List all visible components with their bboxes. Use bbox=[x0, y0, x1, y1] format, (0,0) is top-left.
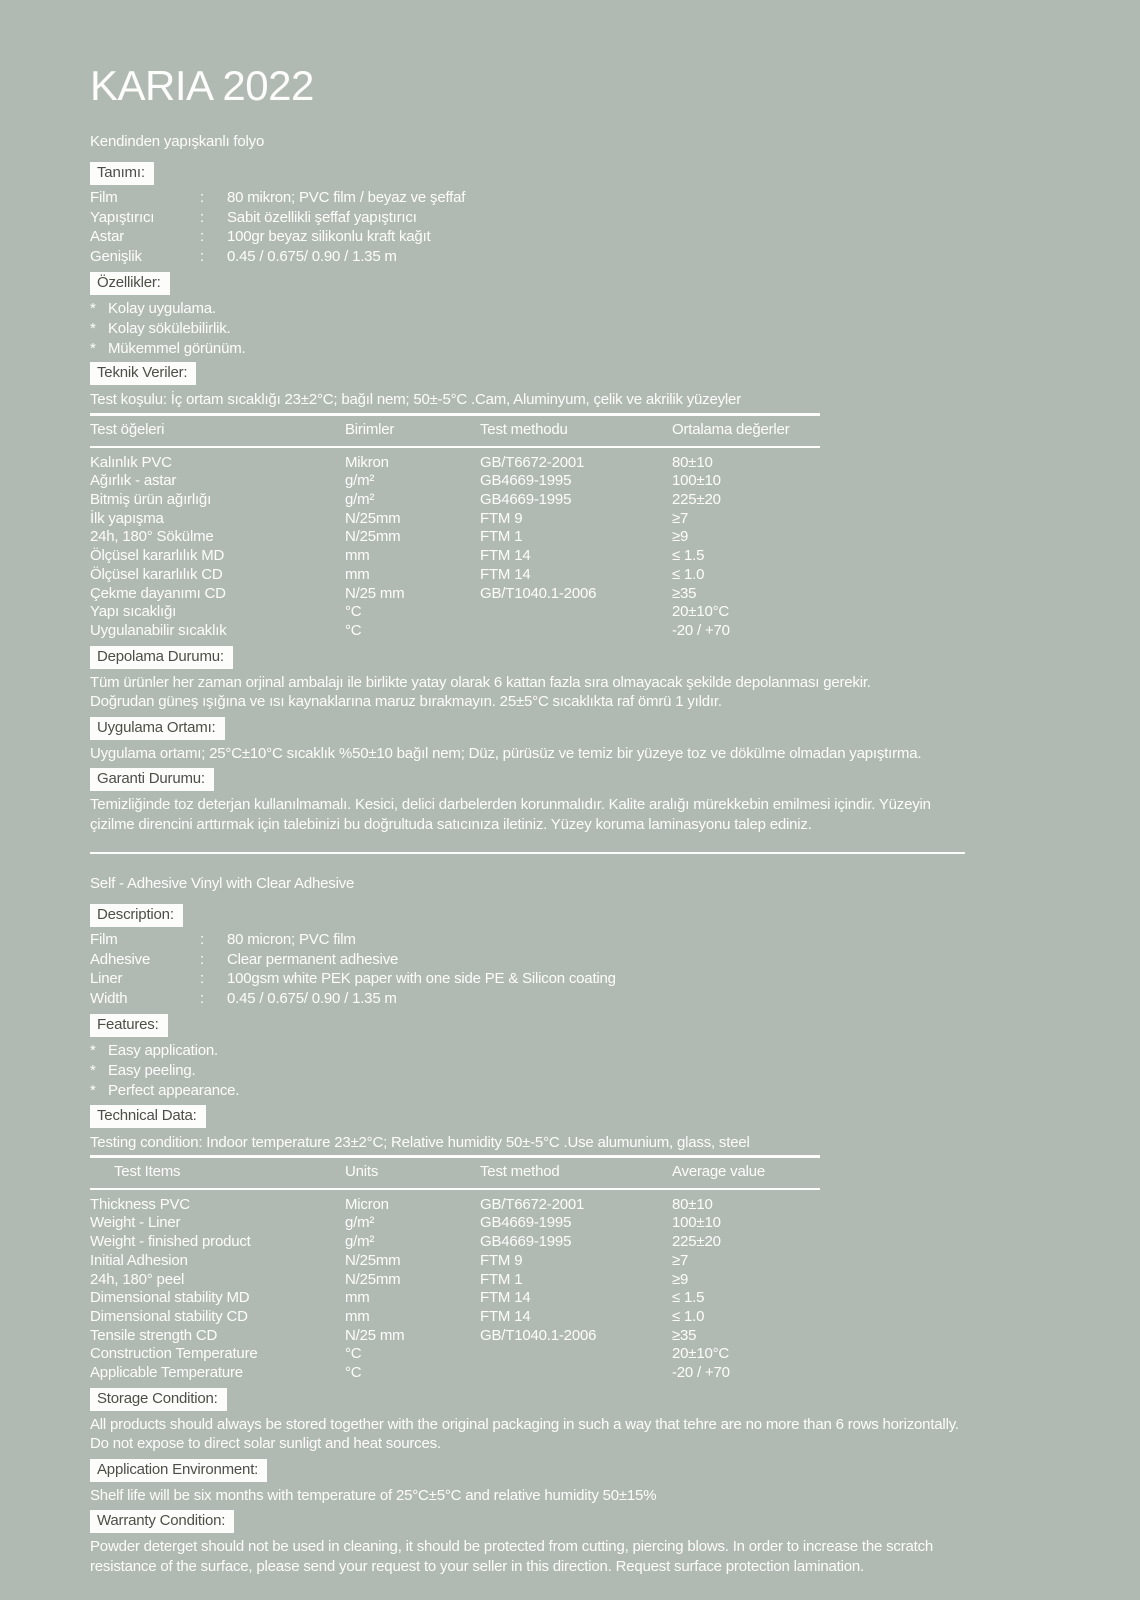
cell-test-item: İlk yapışma bbox=[90, 509, 164, 527]
storage-paragraph-tr bbox=[90, 673, 1040, 712]
cell-unit: °C bbox=[345, 1345, 362, 1363]
table-row bbox=[90, 1308, 820, 1327]
definition-value: Sabit özellikli şeffaf yapıştırıcı bbox=[227, 208, 417, 226]
feature-list-tr bbox=[90, 299, 1050, 358]
cell-test-item: 24h, 180° peel bbox=[90, 1270, 185, 1288]
cell-method: FTM 9 bbox=[480, 1251, 523, 1269]
section-row-ozellikler bbox=[90, 272, 1050, 295]
table-row bbox=[90, 1233, 820, 1252]
cell-value: -20 / +70 bbox=[672, 621, 730, 639]
cell-value: ≥7 bbox=[672, 1251, 689, 1269]
cell-unit: °C bbox=[345, 603, 362, 621]
cell-value: ≤ 1.5 bbox=[672, 1289, 705, 1307]
cell-test-item: Kalınlık PVC bbox=[90, 453, 172, 471]
cell-value: 80±10 bbox=[672, 1195, 713, 1213]
cell-test-item: 24h, 180° Sökülme bbox=[90, 528, 214, 546]
definition-colon: : bbox=[200, 950, 204, 968]
cell-method: GB/T6672-2001 bbox=[480, 1195, 585, 1213]
feature-text: Mükemmel görünüm. bbox=[108, 339, 246, 357]
cell-value: ≥7 bbox=[672, 509, 689, 527]
table-header-row bbox=[90, 416, 820, 448]
definition-list-tr bbox=[90, 188, 1050, 266]
table-row bbox=[90, 1289, 820, 1308]
definition-value: 100gsm white PEK paper with one side PE & Silicon coating bbox=[227, 970, 616, 988]
table-header-cell: Ortalama değerler bbox=[672, 420, 790, 438]
cell-method: FTM 14 bbox=[480, 565, 531, 583]
section-row-depolama bbox=[90, 646, 1050, 669]
cell-unit: °C bbox=[345, 621, 362, 639]
cell-method: FTM 14 bbox=[480, 547, 531, 565]
cell-value: -20 / +70 bbox=[672, 1364, 730, 1382]
cell-test-item: Yapı sıcaklığı bbox=[90, 603, 177, 621]
technical-table-en bbox=[90, 1155, 820, 1383]
definition-label: Yapıştırıcı bbox=[90, 208, 155, 226]
cell-test-item: Construction Temperature bbox=[90, 1345, 258, 1363]
cell-unit: g/m² bbox=[345, 1214, 375, 1232]
cell-test-item: Dimensional stability CD bbox=[90, 1307, 248, 1325]
definition-row bbox=[90, 247, 1050, 267]
table-row bbox=[90, 603, 820, 622]
definition-colon: : bbox=[200, 189, 204, 206]
section-header-application-environment: Application Environment: bbox=[90, 1459, 267, 1482]
test-condition-en: Testing condition: Indoor temperature 23±2°C; Relative humidity 50±-5°C .Use alumunium, glass, steel bbox=[90, 1133, 750, 1151]
cell-method bbox=[480, 1364, 672, 1383]
asterisk-bullet-icon: * bbox=[90, 339, 96, 357]
cell-method: FTM 1 bbox=[480, 528, 523, 546]
table-row bbox=[90, 547, 820, 566]
cell-unit: mm bbox=[345, 1289, 370, 1307]
cell-value: ≥9 bbox=[672, 1270, 689, 1288]
cell-method: GB4669-1995 bbox=[480, 1233, 572, 1251]
page-title: KARIA 2022 bbox=[90, 62, 314, 109]
table-header-cell: Units bbox=[345, 1163, 379, 1181]
cell-method: FTM 9 bbox=[480, 509, 523, 527]
cell-value: 80±10 bbox=[672, 453, 713, 471]
cell-test-item: Weight - Liner bbox=[90, 1214, 181, 1232]
definition-label: Astar bbox=[90, 228, 125, 245]
table-row bbox=[90, 585, 820, 604]
section-row-warranty bbox=[90, 1510, 1050, 1533]
cell-value: ≤ 1.0 bbox=[672, 565, 705, 583]
cell-unit: N/25mm bbox=[345, 528, 401, 546]
paragraph-line: Temizliğinde toz deterjan kullanılmamalı. Kesici, delici darbelerden korunmalıdır. Kalite aralığı mürekkebin emilmesi içindir. Yüzeyin bbox=[90, 796, 931, 814]
cell-value: ≥9 bbox=[672, 528, 689, 546]
definition-row bbox=[90, 969, 1050, 989]
table-header-cell: Test method bbox=[480, 1163, 560, 1181]
table-header-cell: Test Items bbox=[114, 1163, 181, 1181]
definition-row bbox=[90, 208, 1050, 228]
cell-value: ≥35 bbox=[672, 584, 697, 602]
cell-unit: mm bbox=[345, 1307, 370, 1325]
section-divider bbox=[90, 852, 965, 854]
test-condition-tr: Test koşulu: İç ortam sıcaklığı 23±2°C; bağıl nem; 50±-5°C .Cam, Aluminyum, çelik ve akrilik yüzeyler bbox=[90, 391, 741, 409]
definition-value: 80 mikron; PVC film / beyaz ve şeffaf bbox=[227, 189, 466, 206]
table-row bbox=[90, 1364, 820, 1383]
feature-text: Kolay sökülebilirlik. bbox=[108, 319, 231, 337]
table-body bbox=[90, 1190, 820, 1383]
cell-test-item: Weight - finished product bbox=[90, 1233, 251, 1251]
table-row bbox=[90, 622, 820, 641]
section-header-features: Features: bbox=[90, 1014, 168, 1037]
cell-unit: N/25 mm bbox=[345, 1326, 405, 1344]
cell-method: FTM 14 bbox=[480, 1289, 531, 1307]
cell-unit: g/m² bbox=[345, 472, 375, 490]
feature-item bbox=[90, 339, 1050, 359]
subtitle-english: Self - Adhesive Vinyl with Clear Adhesive bbox=[90, 875, 355, 893]
cell-value: 100±10 bbox=[672, 472, 721, 490]
cell-unit: °C bbox=[345, 1364, 362, 1382]
definition-colon: : bbox=[200, 247, 204, 265]
paragraph-line: All products should always be stored together with the original packaging in such a way that tehre are no more than 6 rows horizontally. bbox=[90, 1415, 959, 1433]
definition-value: 0.45 / 0.675/ 0.90 / 1.35 m bbox=[227, 247, 397, 265]
table-header-cell: Test methodu bbox=[480, 420, 568, 438]
section-row-garanti bbox=[90, 768, 1050, 791]
asterisk-bullet-icon: * bbox=[90, 1061, 96, 1079]
cell-value: ≤ 1.5 bbox=[672, 547, 705, 565]
table-row bbox=[90, 1196, 820, 1215]
asterisk-bullet-icon: * bbox=[90, 319, 96, 337]
cell-unit: N/25mm bbox=[345, 1251, 401, 1269]
cell-test-item: Ölçüsel kararlılık CD bbox=[90, 565, 223, 583]
cell-unit: N/25mm bbox=[345, 1270, 401, 1288]
asterisk-bullet-icon: * bbox=[90, 1081, 96, 1099]
definition-colon: : bbox=[200, 208, 204, 226]
definition-label: Film bbox=[90, 189, 118, 206]
cell-test-item: Dimensional stability MD bbox=[90, 1289, 250, 1307]
feature-text: Perfect appearance. bbox=[108, 1081, 240, 1099]
cell-test-item: Bitmiş ürün ağırlığı bbox=[90, 491, 212, 508]
feature-list-en bbox=[90, 1041, 1050, 1100]
cell-unit: N/25 mm bbox=[345, 584, 405, 602]
cell-value: ≥35 bbox=[672, 1326, 697, 1344]
table-row bbox=[90, 1327, 820, 1346]
definition-row bbox=[90, 989, 1050, 1009]
table-header-cell: Test öğeleri bbox=[90, 420, 165, 438]
definition-colon: : bbox=[200, 989, 204, 1007]
definition-value: 100gr beyaz silikonlu kraft kağıt bbox=[227, 228, 431, 245]
table-row bbox=[90, 1214, 820, 1233]
feature-text: Easy application. bbox=[108, 1042, 219, 1060]
section-row-description bbox=[90, 904, 1050, 927]
cell-method: FTM 14 bbox=[480, 1307, 531, 1325]
table-header-row bbox=[90, 1158, 820, 1190]
cell-test-item: Thickness PVC bbox=[90, 1195, 190, 1213]
table-row bbox=[90, 472, 820, 491]
cell-method bbox=[480, 622, 672, 641]
feature-item bbox=[90, 319, 1050, 339]
cell-method: GB/T1040.1-2006 bbox=[480, 1326, 597, 1344]
definition-label: Liner bbox=[90, 970, 123, 988]
table-row bbox=[90, 1271, 820, 1290]
section-header-description: Description: bbox=[90, 904, 183, 927]
table-row bbox=[90, 454, 820, 473]
cell-method bbox=[480, 603, 672, 622]
cell-unit: Micron bbox=[345, 1195, 389, 1213]
cell-value: 20±10°C bbox=[672, 1345, 730, 1363]
section-row-application-environment bbox=[90, 1459, 1050, 1482]
definition-row bbox=[90, 950, 1050, 970]
cell-unit: g/m² bbox=[345, 1233, 375, 1251]
application-paragraph-en bbox=[90, 1486, 1040, 1506]
storage-paragraph-en bbox=[90, 1415, 1040, 1454]
cell-unit: mm bbox=[345, 565, 370, 583]
section-header-uygulama: Uygulama Ortamı: bbox=[90, 717, 225, 740]
cell-unit: N/25mm bbox=[345, 509, 401, 527]
paragraph-line: Tüm ürünler her zaman orjinal ambalajı ile birlikte yatay olarak 6 kattan fazla sıra olmayacak şekilde depolanması gerekir. bbox=[90, 673, 871, 691]
cell-method: GB4669-1995 bbox=[480, 1214, 572, 1232]
cell-test-item: Uygulanabilir sıcaklık bbox=[90, 621, 227, 639]
section-header-teknik-veriler: Teknik Veriler: bbox=[90, 362, 196, 385]
definition-value: 80 micron; PVC film bbox=[227, 931, 356, 949]
technical-table-tr bbox=[90, 413, 820, 641]
definition-label: Adhesive bbox=[90, 950, 151, 968]
definition-value: 0.45 / 0.675/ 0.90 / 1.35 m bbox=[227, 989, 397, 1007]
section-row-storage bbox=[90, 1388, 1050, 1411]
definition-row bbox=[90, 227, 1050, 247]
cell-method: GB4669-1995 bbox=[480, 472, 572, 490]
definition-list-en bbox=[90, 930, 1050, 1008]
cell-value: 100±10 bbox=[672, 1214, 721, 1232]
section-header-garanti: Garanti Durumu: bbox=[90, 768, 214, 791]
asterisk-bullet-icon: * bbox=[90, 300, 96, 317]
paragraph-line: Uygulama ortamı; 25°C±10°C sıcaklık %50±10 bağıl nem; Düz, pürüsüz ve temiz bir yüzeye toz ve dökülme olmadan yapıştırma. bbox=[90, 744, 922, 762]
cell-method: GB/T1040.1-2006 bbox=[480, 584, 597, 602]
table-row bbox=[90, 528, 820, 547]
paragraph-line: resistance of the surface, please send your request to your seller in this direction. Request surface protection lamination. bbox=[90, 1557, 864, 1575]
paragraph-line: Do not expose to direct solar sunligt and heat sources. bbox=[90, 1435, 441, 1453]
definition-colon: : bbox=[200, 970, 204, 988]
cell-value: 225±20 bbox=[672, 491, 721, 508]
section-row-technical-data bbox=[90, 1105, 1050, 1128]
table-body bbox=[90, 448, 820, 641]
table-row bbox=[90, 510, 820, 529]
paragraph-line: Shelf life will be six months with temperature of 25°C±5°C and relative humidity 50±15% bbox=[90, 1486, 657, 1504]
application-paragraph-tr bbox=[90, 744, 1040, 764]
cell-value: 225±20 bbox=[672, 1233, 721, 1251]
feature-item bbox=[90, 1081, 1050, 1101]
table-header-cell: Average value bbox=[672, 1163, 766, 1181]
definition-value: Clear permanent adhesive bbox=[227, 950, 399, 968]
cell-unit: Mikron bbox=[345, 453, 389, 471]
warranty-paragraph-en bbox=[90, 1537, 1040, 1576]
definition-label: Width bbox=[90, 989, 128, 1007]
section-header-technical-data: Technical Data: bbox=[90, 1105, 206, 1128]
warranty-paragraph-tr bbox=[90, 795, 1040, 834]
feature-item bbox=[90, 1041, 1050, 1061]
cell-test-item: Tensile strength CD bbox=[90, 1326, 218, 1344]
paragraph-line: Doğrudan güneş ışığına ve ısı kaynaklarına maruz bırakmayın. 25±5°C sıcaklıkta raf ömrü 1 yıldır. bbox=[90, 693, 722, 711]
cell-method: GB4669-1995 bbox=[480, 491, 572, 508]
feature-item bbox=[90, 1061, 1050, 1081]
subtitle-turkish: Kendinden yapışkanlı folyo bbox=[90, 133, 265, 150]
paragraph-line: Powder deterget should not be used in cleaning, it should be protected from cutting, piercing blows. In order to increase the scratch bbox=[90, 1538, 934, 1556]
table-header-cell: Birimler bbox=[345, 420, 395, 438]
section-header-depolama: Depolama Durumu: bbox=[90, 646, 233, 669]
table-row bbox=[90, 566, 820, 585]
paragraph-line: çizilme direncini arttırmak için talebinizi bu doğrultuda satıcınıza iletiniz. Yüzey koruma laminasyonu talep ediniz. bbox=[90, 815, 812, 833]
definition-row bbox=[90, 930, 1050, 950]
cell-test-item: Çekme dayanımı CD bbox=[90, 584, 226, 602]
cell-test-item: Ağırlık - astar bbox=[90, 472, 177, 490]
feature-item bbox=[90, 299, 1050, 319]
section-header-storage: Storage Condition: bbox=[90, 1388, 227, 1411]
cell-unit: g/m² bbox=[345, 491, 375, 508]
section-row-teknik bbox=[90, 362, 1050, 385]
table-row bbox=[90, 1252, 820, 1271]
cell-method: FTM 1 bbox=[480, 1270, 523, 1288]
feature-text: Easy peeling. bbox=[108, 1061, 196, 1079]
cell-value: ≤ 1.0 bbox=[672, 1307, 705, 1325]
cell-value: 20±10°C bbox=[672, 603, 730, 621]
definition-label: Genişlik bbox=[90, 247, 142, 265]
cell-method: GB/T6672-2001 bbox=[480, 453, 585, 471]
cell-method bbox=[480, 1345, 672, 1364]
table-row bbox=[90, 491, 820, 510]
section-header-ozellikler: Özellikler: bbox=[90, 272, 170, 295]
section-row-tanimi bbox=[90, 162, 1050, 185]
cell-test-item: Ölçüsel kararlılık MD bbox=[90, 547, 225, 565]
asterisk-bullet-icon: * bbox=[90, 1042, 96, 1060]
definition-colon: : bbox=[200, 228, 204, 245]
feature-text: Kolay uygulama. bbox=[108, 300, 216, 317]
cell-test-item: Initial Adhesion bbox=[90, 1251, 188, 1269]
definition-label: Film bbox=[90, 931, 118, 949]
section-header-warranty: Warranty Condition: bbox=[90, 1510, 234, 1533]
section-row-uygulama bbox=[90, 717, 1050, 740]
table-row bbox=[90, 1345, 820, 1364]
definition-colon: : bbox=[200, 931, 204, 949]
cell-test-item: Applicable Temperature bbox=[90, 1364, 243, 1382]
section-row-features bbox=[90, 1014, 1050, 1037]
definition-row bbox=[90, 188, 1050, 208]
cell-unit: mm bbox=[345, 547, 370, 565]
section-header-tanimi: Tanımı: bbox=[90, 162, 154, 185]
